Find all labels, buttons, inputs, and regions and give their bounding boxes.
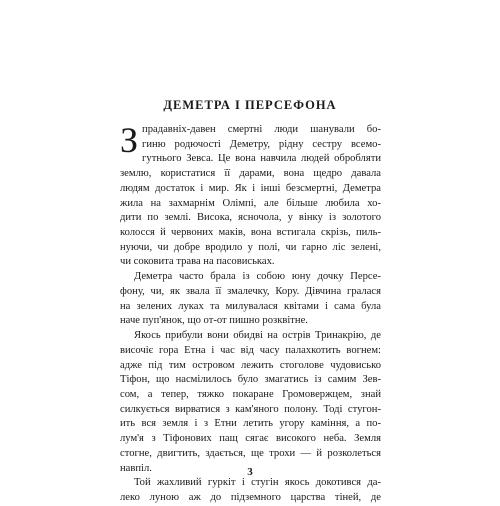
text-line: Якось прибули вони обидві на острів Тринакрію, де [134, 330, 381, 342]
text-line: Деметра часто брала із собою юну дочку Персе- [134, 271, 381, 283]
text-line: леко луною аж до підземного царства тіней, де [120, 491, 381, 503]
text-line: людям достаток і мир. Як і інші безсмертні, Деметра [120, 182, 381, 194]
text-line: сом, а тепер, тяжко покаране Громовержцем, знай [120, 388, 381, 400]
text-line: гутнього Зевса. Це вона навчила людей обробляти [142, 153, 381, 165]
text-line: Тіфон, що насмілилось було змагатись із самим Зев- [120, 374, 381, 386]
text-line: прадавніх-давен смертні люди шанували бо- [142, 124, 381, 135]
text-line: колосся й червоних маків, вона встигала скрізь, пиль- [120, 227, 381, 239]
text-line: фону, чи, як звала її змалечку, Кору. Дівчина гралася [120, 285, 381, 297]
text-line: дити по землі. Висока, ясночола, у вінку із золотого [120, 212, 381, 224]
chapter-title: ДЕМЕТРА І ПЕРСЕФОНА [163, 98, 337, 112]
paragraph-3 [120, 329, 381, 476]
text-line: гиню родючості Деметру, рідну сестру всемо- [142, 138, 381, 150]
page-number: 3 [247, 466, 253, 478]
body-text [120, 120, 381, 506]
text-line: наче пуп'янок, що от-от пишно розквітне. [120, 315, 308, 327]
text-line: стогне, двигтить, здається, ще трохи — й розколеться [120, 447, 381, 459]
text-line: ить вся земля і з Етни летить угору каміння, а по- [120, 418, 381, 430]
text-line: навпіл. [120, 462, 152, 474]
paragraph-2 [120, 270, 381, 329]
text-line: землю, користатися її дарами, вона щедро давала [120, 168, 381, 180]
text-line: на зелених луках та милувалася квітами і сама була [120, 300, 381, 312]
text-line: жила на захмарнім Олімпі, але більше любила хо- [120, 197, 381, 209]
text-line: нуючи, чи добре вродило у полі, чи гарно ліс зелені, [120, 241, 381, 253]
text-line: чи соковита трава на пасовиськах. [120, 256, 275, 268]
text-line: силкується вирватися з кам'яного полону. Тоді стугон- [120, 403, 381, 415]
text-line: височіє гора Етна і час від часу палахкотить вогнем: [120, 344, 381, 356]
text-line: лум'я з Тіфонових пащ сягає високого неба. Земля [120, 433, 381, 445]
paragraph-1 [120, 120, 381, 270]
text-line: адже під тим островом лежить стоголове чудовисько [120, 359, 381, 371]
drop-cap: З [120, 120, 139, 160]
paragraph-4 [120, 476, 381, 505]
text-line: Той жахливий гуркіт і стугін якось докотився да- [134, 477, 381, 489]
